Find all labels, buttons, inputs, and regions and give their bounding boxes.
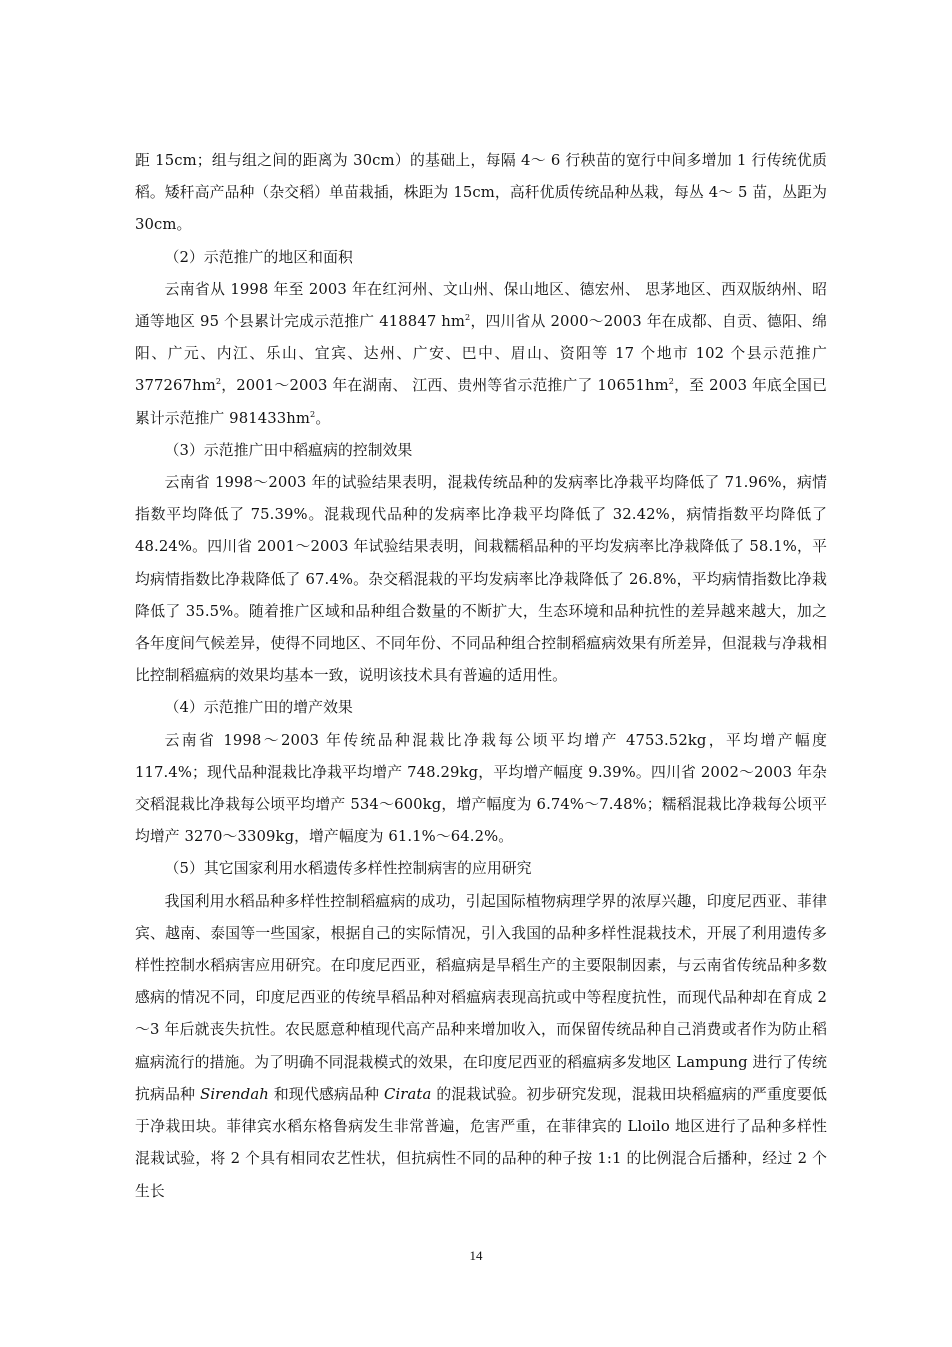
body-text <box>135 145 827 1208</box>
section-heading-5: （5）其它国家利用水稻遗传多样性控制病害的应用研究 <box>164 860 532 878</box>
paragraph-demonstration-area <box>135 274 827 435</box>
text-span: 云南省从 1998 年至 2003 年在红河州、文山州、保山地区、德宏州、 思茅地区、西双版纳州、昭通等地区 95 个县累计完成示范推广 418847 hm <box>135 280 827 331</box>
page-number: 14 <box>469 1248 483 1263</box>
text-span: ，至 2003 年底全国已累计示范推广 981433hm <box>135 377 827 427</box>
variety-name-italic: Cirata <box>384 1085 432 1103</box>
section-heading-4: （4）示范推广田的增产效果 <box>164 699 353 717</box>
superscript: 2 <box>465 312 471 323</box>
text-span: 我国利用水稻品种多样性控制稻瘟病的成功，引起国际植物病理学界的浓厚兴趣，印度尼西亚、菲律宾、越南、泰国等一些国家，根据自己的实际情况，引入我国的品种多样性混栽技术，开展了利用遗传多样性控制水稻病害应用研究。在印度尼西亚，稻瘟病是旱稻生产的主要限制因素，与云南省传统品种多数感病的情况不同，印度尼西亚的传统旱稻品种对稻瘟病表现高抗或中等程度抗性，而现代品种却在育成 2～3 年后就丧失抗性。农民愿意种植现代高产品种来增加收入，而保留传统品种自己消费或者作为防止稻瘟病流行的措施。为了明确不同混栽模式的效果，在印度尼西亚的稻瘟病多发地区 Lampung 进行了传统抗病品种 <box>135 892 827 1103</box>
paragraph-continuation: 距 15cm；组与组之间的距离为 30cm）的基础上，每隔 4～ 6 行秧苗的宽行中间多增加 1 行传统优质稻。矮秆高产品种（杂交稻）单苗栽插，株距为 15cm，高秆优质传统品种丛栽，每丛 4～ 5 苗，丛距为 30cm。 <box>135 152 827 234</box>
variety-name-italic: Sirendah <box>200 1085 269 1103</box>
paragraph-other-countries <box>135 886 827 1208</box>
text-span: 的混栽试验。初步研究发现，混栽田块稻瘟病的严重度要低于净栽田块。菲律宾水稻东格鲁病发生非常普遍，危害严重，在菲律宾的 Lloilo 地区进行了品种多样性混栽试验，将 2 个具有相同农艺性状，但抗病性不同的品种的种子按 1:1 的比例混合后播种，经过 2 个生长 <box>135 1085 828 1200</box>
text-span: ，四川省从 2000～2003 年在成都、自贡、德阳、绵阳、广元、内江、乐山、宜宾、达州、广安、巴中、眉山、资阳等 17 个地市 102 个县示范推广 377267hm <box>135 313 827 395</box>
superscript: 2 <box>668 376 675 387</box>
section-heading-3: （3）示范推广田中稻瘟病的控制效果 <box>164 441 413 459</box>
text-span: 和现代感病品种 <box>268 1085 385 1103</box>
superscript: 2 <box>310 408 316 419</box>
text-span: ，2001～2003 年在湖南、 江西、贵州等省示范推广了 10651hm <box>221 377 669 395</box>
superscript: 2 <box>215 376 222 387</box>
text-span: 。 <box>315 409 331 427</box>
section-heading-2: （2）示范推广的地区和面积 <box>164 248 353 266</box>
paragraph-yield-effect: 云南省 1998～2003 年传统品种混栽比净栽每公顷平均增产 4753.52kg，平均增产幅度 117.4%；现代品种混栽比净栽平均增产 748.29kg，平均增产幅度 9.39%。四川省 2002～2003 年杂交稻混栽比净栽每公顷平均增产 534～600kg，增产幅度为 6.74%～7.48%；糯稻混栽比净栽每公顷平均增产 3270～3309kg，增产幅度为 61.1%～64.2%。 <box>135 731 827 846</box>
paragraph-control-effect: 云南省 1998～2003 年的试验结果表明，混栽传统品种的发病率比净栽平均降低了 71.96%，病情指数平均降低了 75.39%。混栽现代品种的发病率比净栽平均降低了 32.42%，病情指数平均降低了 48.24%。四川省 2001～2003 年试验结果表明，间栽糯稻品种的平均发病率比净栽降低了 58.1%，平均病情指数比净栽降低了 67.4%。杂交稻混栽的平均发病率比净栽降低了 26.8%，平均病情指数比净栽降低了 35.5%。随着推广区域和品种组合数量的不断扩大，生态环境和品种抗性的差异越来越大，加之各年度间气候差异，使得不同地区、不同年份、不同品种组合控制稻瘟病效果有所差异，但混栽与净栽相比控制稻瘟病的效果均基本一致，说明该技术具有普遍的适用性。 <box>135 474 827 685</box>
